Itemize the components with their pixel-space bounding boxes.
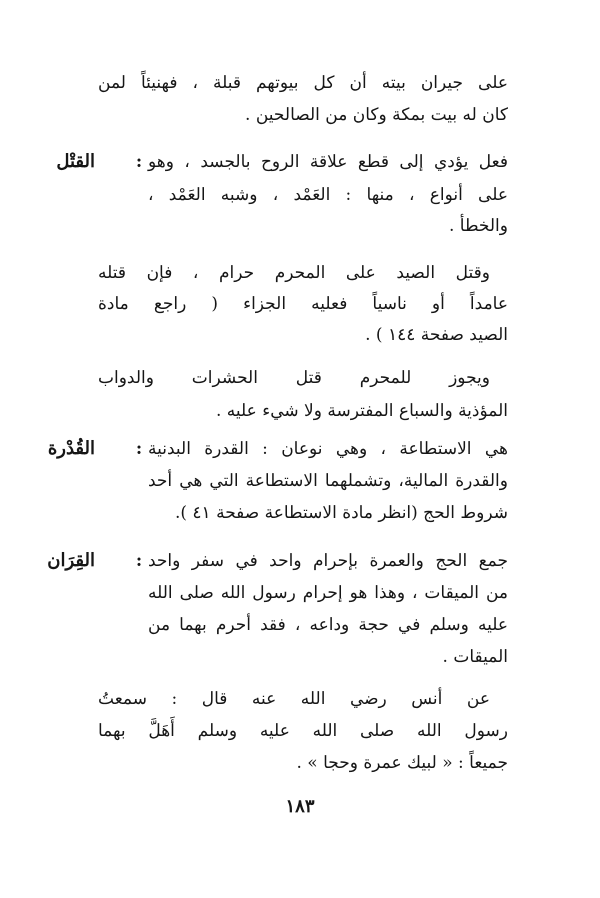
paragraph-line: المؤذية والسباع المفترسة ولا شيء عليه . [215,401,508,421]
text-line [0,498,600,528]
paragraph-line: فعل يؤدي إلى قطع علاقة الروح بالجسد ، وهو [148,152,508,172]
definition-line: القُدْرة : هي الاستطاعة ، وهي نوعان : القدرة البدنية [0,434,600,464]
paragraph-line: ويجوز للمحرم قتل الحشرات والدواب [98,368,490,388]
paragraph-line: هي الاستطاعة ، وهي نوعان : القدرة البدنية [148,439,508,459]
text-line [0,684,600,714]
paragraph-line: جمع الحج والعمرة بإحرام واحد في سفر واحد [148,551,508,571]
paragraph-line: على أنواع ، منها : العَمْد ، وشبه العَمْد ، [148,185,508,205]
text-line [0,258,600,288]
text-line [0,642,600,672]
text-line [0,320,600,350]
paragraph-line: الصيد صفحة ١٤٤ ) . [365,325,508,345]
text-line [0,610,600,640]
text-line [0,180,600,210]
paragraph-line: كان له بيت بمكة وكان من الصالحين . [245,105,508,125]
text-line [0,68,600,98]
text-line [0,716,600,746]
paragraph-line: والخطأ . [448,216,508,236]
headword-colon: : [135,551,143,571]
paragraph-line: الميقات . [442,647,508,667]
paragraph-line: رسول الله صلى الله عليه وسلم أَهَلَّ بهما [98,721,508,741]
text-line [0,363,600,393]
text-line [0,396,600,426]
headword-colon: : [135,152,143,172]
text-line [0,466,600,496]
paragraph-line: عليه وسلم في حجة وداعه ، فقد أحرم بهما من [148,615,508,635]
paragraph-line: على جيران بيته أن كل بيوتهم قبلة ، فهنيئاً لمن [98,73,508,93]
paragraph-line: شروط الحج (انظر مادة الاستطاعة صفحة ٤١ ). [174,503,508,523]
definition-line: القتْل : فعل يؤدي إلى قطع علاقة الروح بالجسد ، وهو [0,147,600,177]
text-line [0,211,600,241]
paragraph-line: عامداً أو ناسياً فعليه الجزاء ( راجع مادة [98,294,508,314]
definition-line: القِرَان : جمع الحج والعمرة بإحرام واحد في سفر واحد [0,546,600,576]
headword-colon: : [135,439,143,459]
paragraph-line: جميعاً : « لبيك عمرة وحجا » . [296,753,508,773]
text-line [0,578,600,608]
paragraph-line: وقتل الصيد على المحرم حرام ، فإن قتله [98,263,490,283]
paragraph-line: من الميقات ، وهذا هو إحرام رسول الله صلى الله [148,583,508,603]
paragraph-line: والقدرة المالية، وتشملهما الاستطاعة التي هي أحد [148,471,508,491]
text-line [0,289,600,319]
paragraph-line: عن أنس رضي الله عنه قال : سمعتُ [98,689,490,709]
page-number: ١٨٣ [285,796,315,817]
text-line [0,100,600,130]
text-line [0,748,600,778]
